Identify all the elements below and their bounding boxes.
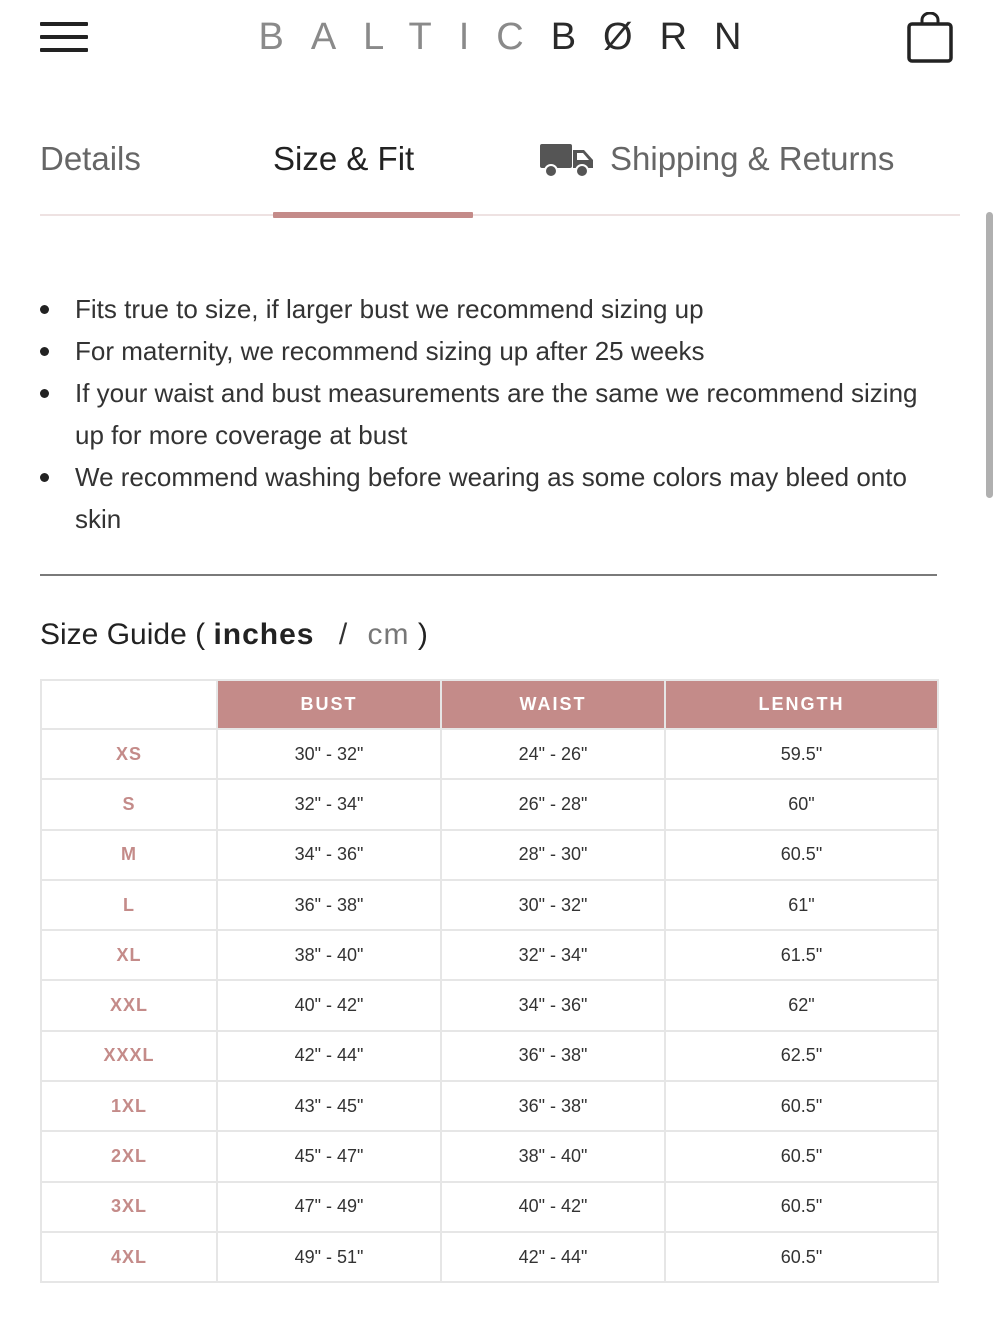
waist-cell: 36" - 38"	[441, 1031, 665, 1081]
column-header-waist: WAIST	[441, 680, 665, 729]
bust-cell: 49" - 51"	[217, 1232, 441, 1282]
waist-cell: 32" - 34"	[441, 930, 665, 980]
table-row	[41, 1182, 938, 1232]
table-row	[41, 779, 938, 829]
table-header-row	[41, 680, 938, 729]
unit-toggle-inches[interactable]: inches	[213, 618, 315, 651]
column-header-bust: BUST	[217, 680, 441, 729]
section-divider	[40, 574, 937, 576]
waist-cell: 36" - 38"	[441, 1081, 665, 1131]
length-cell: 60"	[665, 779, 938, 829]
size-label: L	[41, 880, 217, 930]
active-tab-indicator	[273, 212, 473, 218]
product-info-tabs	[40, 130, 960, 220]
unit-toggle-cm[interactable]: cm	[367, 618, 410, 651]
waist-cell: 38" - 40"	[441, 1131, 665, 1181]
size-label: 3XL	[41, 1182, 217, 1232]
length-cell: 59.5"	[665, 729, 938, 779]
waist-cell: 30" - 32"	[441, 880, 665, 930]
brand-logo[interactable]	[0, 16, 1000, 59]
waist-cell: 42" - 44"	[441, 1232, 665, 1282]
length-cell: 60.5"	[665, 1232, 938, 1282]
size-guide-heading	[40, 618, 428, 652]
table-row	[41, 729, 938, 779]
list-item: If your waist and bust measurements are the same we recommend sizing up for more coverage at bust	[40, 372, 940, 456]
bust-cell: 47" - 49"	[217, 1182, 441, 1232]
bust-cell: 42" - 44"	[217, 1031, 441, 1081]
bust-cell: 40" - 42"	[217, 980, 441, 1030]
fit-notes-list	[40, 288, 940, 540]
length-cell: 60.5"	[665, 1131, 938, 1181]
bust-cell: 36" - 38"	[217, 880, 441, 930]
table-row	[41, 1232, 938, 1282]
size-guide-title: Size Guide	[40, 618, 187, 651]
size-label: XXXL	[41, 1031, 217, 1081]
waist-cell: 28" - 30"	[441, 830, 665, 880]
logo-part-baltic: BALTIC	[258, 16, 551, 58]
length-cell: 62.5"	[665, 1031, 938, 1081]
logo-part-born: BØRN	[550, 16, 769, 58]
length-cell: 60.5"	[665, 1182, 938, 1232]
table-row	[41, 980, 938, 1030]
list-item: We recommend washing before wearing as some colors may bleed onto skin	[40, 456, 940, 540]
bust-cell: 43" - 45"	[217, 1081, 441, 1131]
unit-separator: /	[338, 618, 348, 651]
table-row	[41, 1131, 938, 1181]
table-row	[41, 1081, 938, 1131]
size-label: 2XL	[41, 1131, 217, 1181]
tab-details[interactable]: Details	[40, 140, 141, 177]
close-paren: )	[417, 618, 428, 651]
size-label: S	[41, 779, 217, 829]
table-row	[41, 880, 938, 930]
table-row	[41, 830, 938, 880]
length-cell: 61.5"	[665, 930, 938, 980]
waist-cell: 40" - 42"	[441, 1182, 665, 1232]
list-item: Fits true to size, if larger bust we recommend sizing up	[40, 288, 940, 330]
list-item: For maternity, we recommend sizing up after 25 weeks	[40, 330, 940, 372]
header-corner	[41, 680, 217, 729]
tab-shipping-label: Shipping & Returns	[610, 140, 895, 177]
length-cell: 60.5"	[665, 830, 938, 880]
length-cell: 61"	[665, 880, 938, 930]
table-row	[41, 1031, 938, 1081]
size-label: XXL	[41, 980, 217, 1030]
bust-cell: 34" - 36"	[217, 830, 441, 880]
column-header-length: LENGTH	[665, 680, 938, 729]
bust-cell: 30" - 32"	[217, 729, 441, 779]
scrollbar-thumb[interactable]	[986, 212, 993, 498]
tabs-baseline	[40, 214, 960, 216]
size-label: 4XL	[41, 1232, 217, 1282]
tab-size-fit[interactable]: Size & Fit	[273, 140, 415, 177]
table-row	[41, 930, 938, 980]
site-header	[0, 0, 1000, 80]
length-cell: 62"	[665, 980, 938, 1030]
waist-cell: 26" - 28"	[441, 779, 665, 829]
size-label: XL	[41, 930, 217, 980]
size-label: XS	[41, 729, 217, 779]
bust-cell: 45" - 47"	[217, 1131, 441, 1181]
size-label: M	[41, 830, 217, 880]
waist-cell: 34" - 36"	[441, 980, 665, 1030]
size-label: 1XL	[41, 1081, 217, 1131]
truck-icon	[540, 140, 594, 178]
waist-cell: 24" - 26"	[441, 729, 665, 779]
length-cell: 60.5"	[665, 1081, 938, 1131]
size-guide-table	[40, 679, 939, 1283]
bust-cell: 38" - 40"	[217, 930, 441, 980]
bust-cell: 32" - 34"	[217, 779, 441, 829]
open-paren: (	[195, 618, 206, 651]
tab-shipping-returns[interactable]	[540, 140, 894, 178]
shopping-bag-icon[interactable]	[906, 12, 954, 64]
